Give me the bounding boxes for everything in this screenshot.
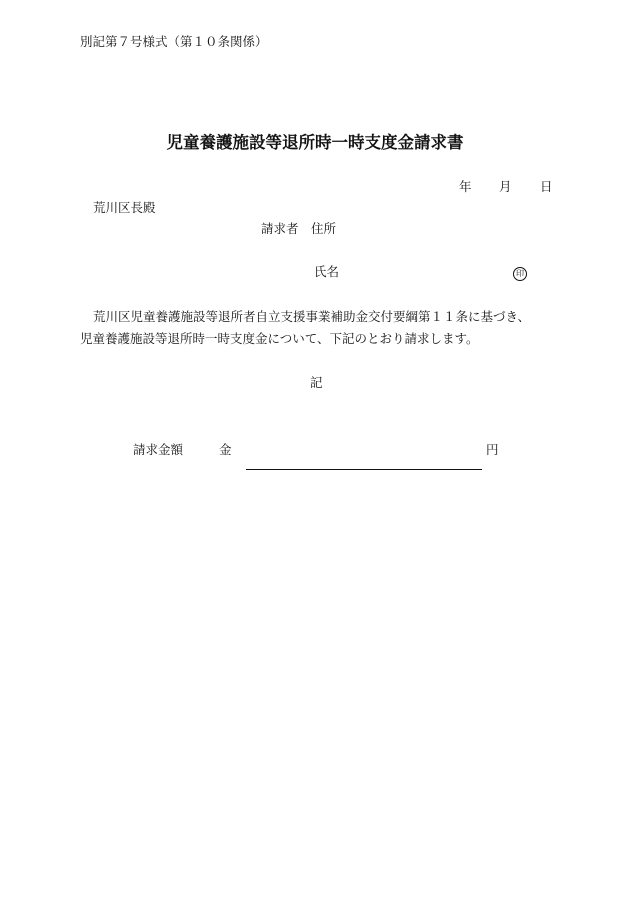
seal-mark bbox=[513, 266, 527, 281]
amount-underline bbox=[246, 469, 482, 470]
address-label: 住所 bbox=[311, 221, 337, 236]
date-month-label: 月 bbox=[499, 179, 512, 194]
ki-heading: 記 bbox=[310, 375, 323, 390]
body-text-line1: 荒川区児童養護施設等退所者自立支援事業補助金交付要綱第１１条に基づき、 bbox=[93, 309, 531, 324]
body-text-line2: 児童養護施設等退所時一時支度金について、下記のとおり請求します。 bbox=[80, 331, 479, 346]
amount-unit: 円 bbox=[486, 442, 499, 457]
claimant-label: 請求者 bbox=[261, 221, 299, 236]
date-day-label: 日 bbox=[540, 179, 553, 194]
date-year-label: 年 bbox=[459, 179, 472, 194]
addressee: 荒川区長殿 bbox=[93, 200, 156, 215]
document-title: 児童養護施設等退所時一時支度金請求書 bbox=[166, 133, 464, 152]
amount-label: 請求金額 bbox=[133, 442, 184, 457]
seal-icon: 印 bbox=[513, 267, 527, 281]
name-label: 氏名 bbox=[314, 264, 340, 279]
form-reference: 別記第７号様式（第１０条関係） bbox=[80, 34, 268, 49]
amount-prefix: 金 bbox=[219, 442, 232, 457]
